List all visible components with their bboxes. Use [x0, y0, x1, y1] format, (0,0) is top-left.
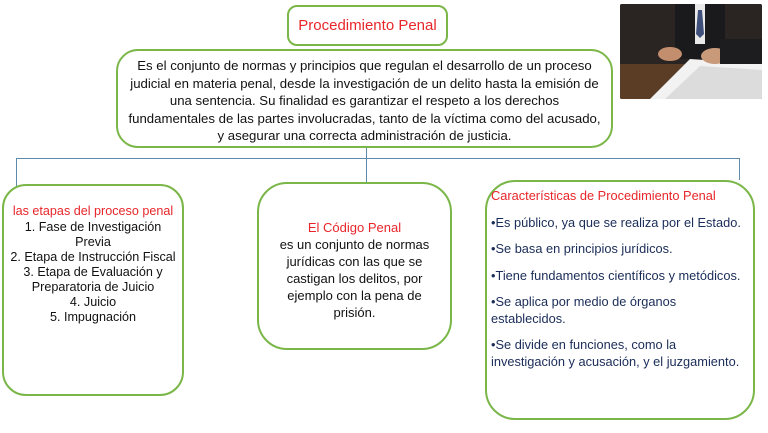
penal-code-heading: El Código Penal	[307, 220, 402, 235]
definition-text: Es el conjunto de normas y principios que regulan el desarrollo de un proceso judicial en materia penal, desde la investigación de un delito hasta la emisión de una sentencia. Su finalidad es garantizar el respeto a los derechos fundamentales de las partes involucradas, tanto de la víctima como del acusado, y asegurar una correcta administración de justicia.	[128, 58, 601, 143]
stage-item: 2. Etapa de Instrucción Fiscal	[10, 250, 176, 264]
connector-middle	[366, 158, 367, 182]
characteristic-item: •Se aplica por medio de órganos establecidos.	[491, 294, 677, 326]
penal-code-box	[257, 182, 452, 350]
characteristic-item: •Se basa en principios jurídicos.	[491, 241, 673, 256]
stage-item: 4. Juicio	[69, 295, 117, 309]
judge-signing-documents-photo	[620, 4, 762, 99]
stages-heading: las etapas del proceso penal	[12, 204, 174, 218]
title-box	[287, 5, 448, 46]
diagram-title: Procedimiento Penal	[298, 17, 437, 34]
stages-box	[2, 184, 184, 396]
definition-box	[116, 49, 613, 148]
characteristics-box	[485, 180, 755, 420]
stage-item: 5. Impugnación	[49, 310, 137, 324]
characteristic-item: •Se divide en funciones, como la investigación y acusación, y el juzgamiento.	[491, 337, 740, 369]
connector-right	[739, 158, 740, 180]
connector-vertical-center	[366, 148, 367, 158]
characteristic-item: •Tiene fundamentos científicos y metódicos.	[491, 267, 741, 283]
characteristic-item: •Es público, ya que se realiza por el Estado.	[491, 214, 741, 230]
photo-illustration	[620, 4, 762, 99]
connector-horizontal	[16, 158, 740, 159]
penal-code-body: es un conjunto de normas jurídicas con las que se castigan los delitos, por ejemplo con la pena de prisión.	[279, 237, 430, 320]
stage-item: 1. Fase de Investigación Previa	[24, 220, 162, 249]
connector-left	[16, 158, 17, 186]
characteristics-heading: Características de Procedimiento Penal	[491, 188, 716, 203]
stages-list	[10, 220, 176, 325]
stage-item: 3. Etapa de Evaluación y Preparatoria de Juicio	[23, 265, 163, 294]
